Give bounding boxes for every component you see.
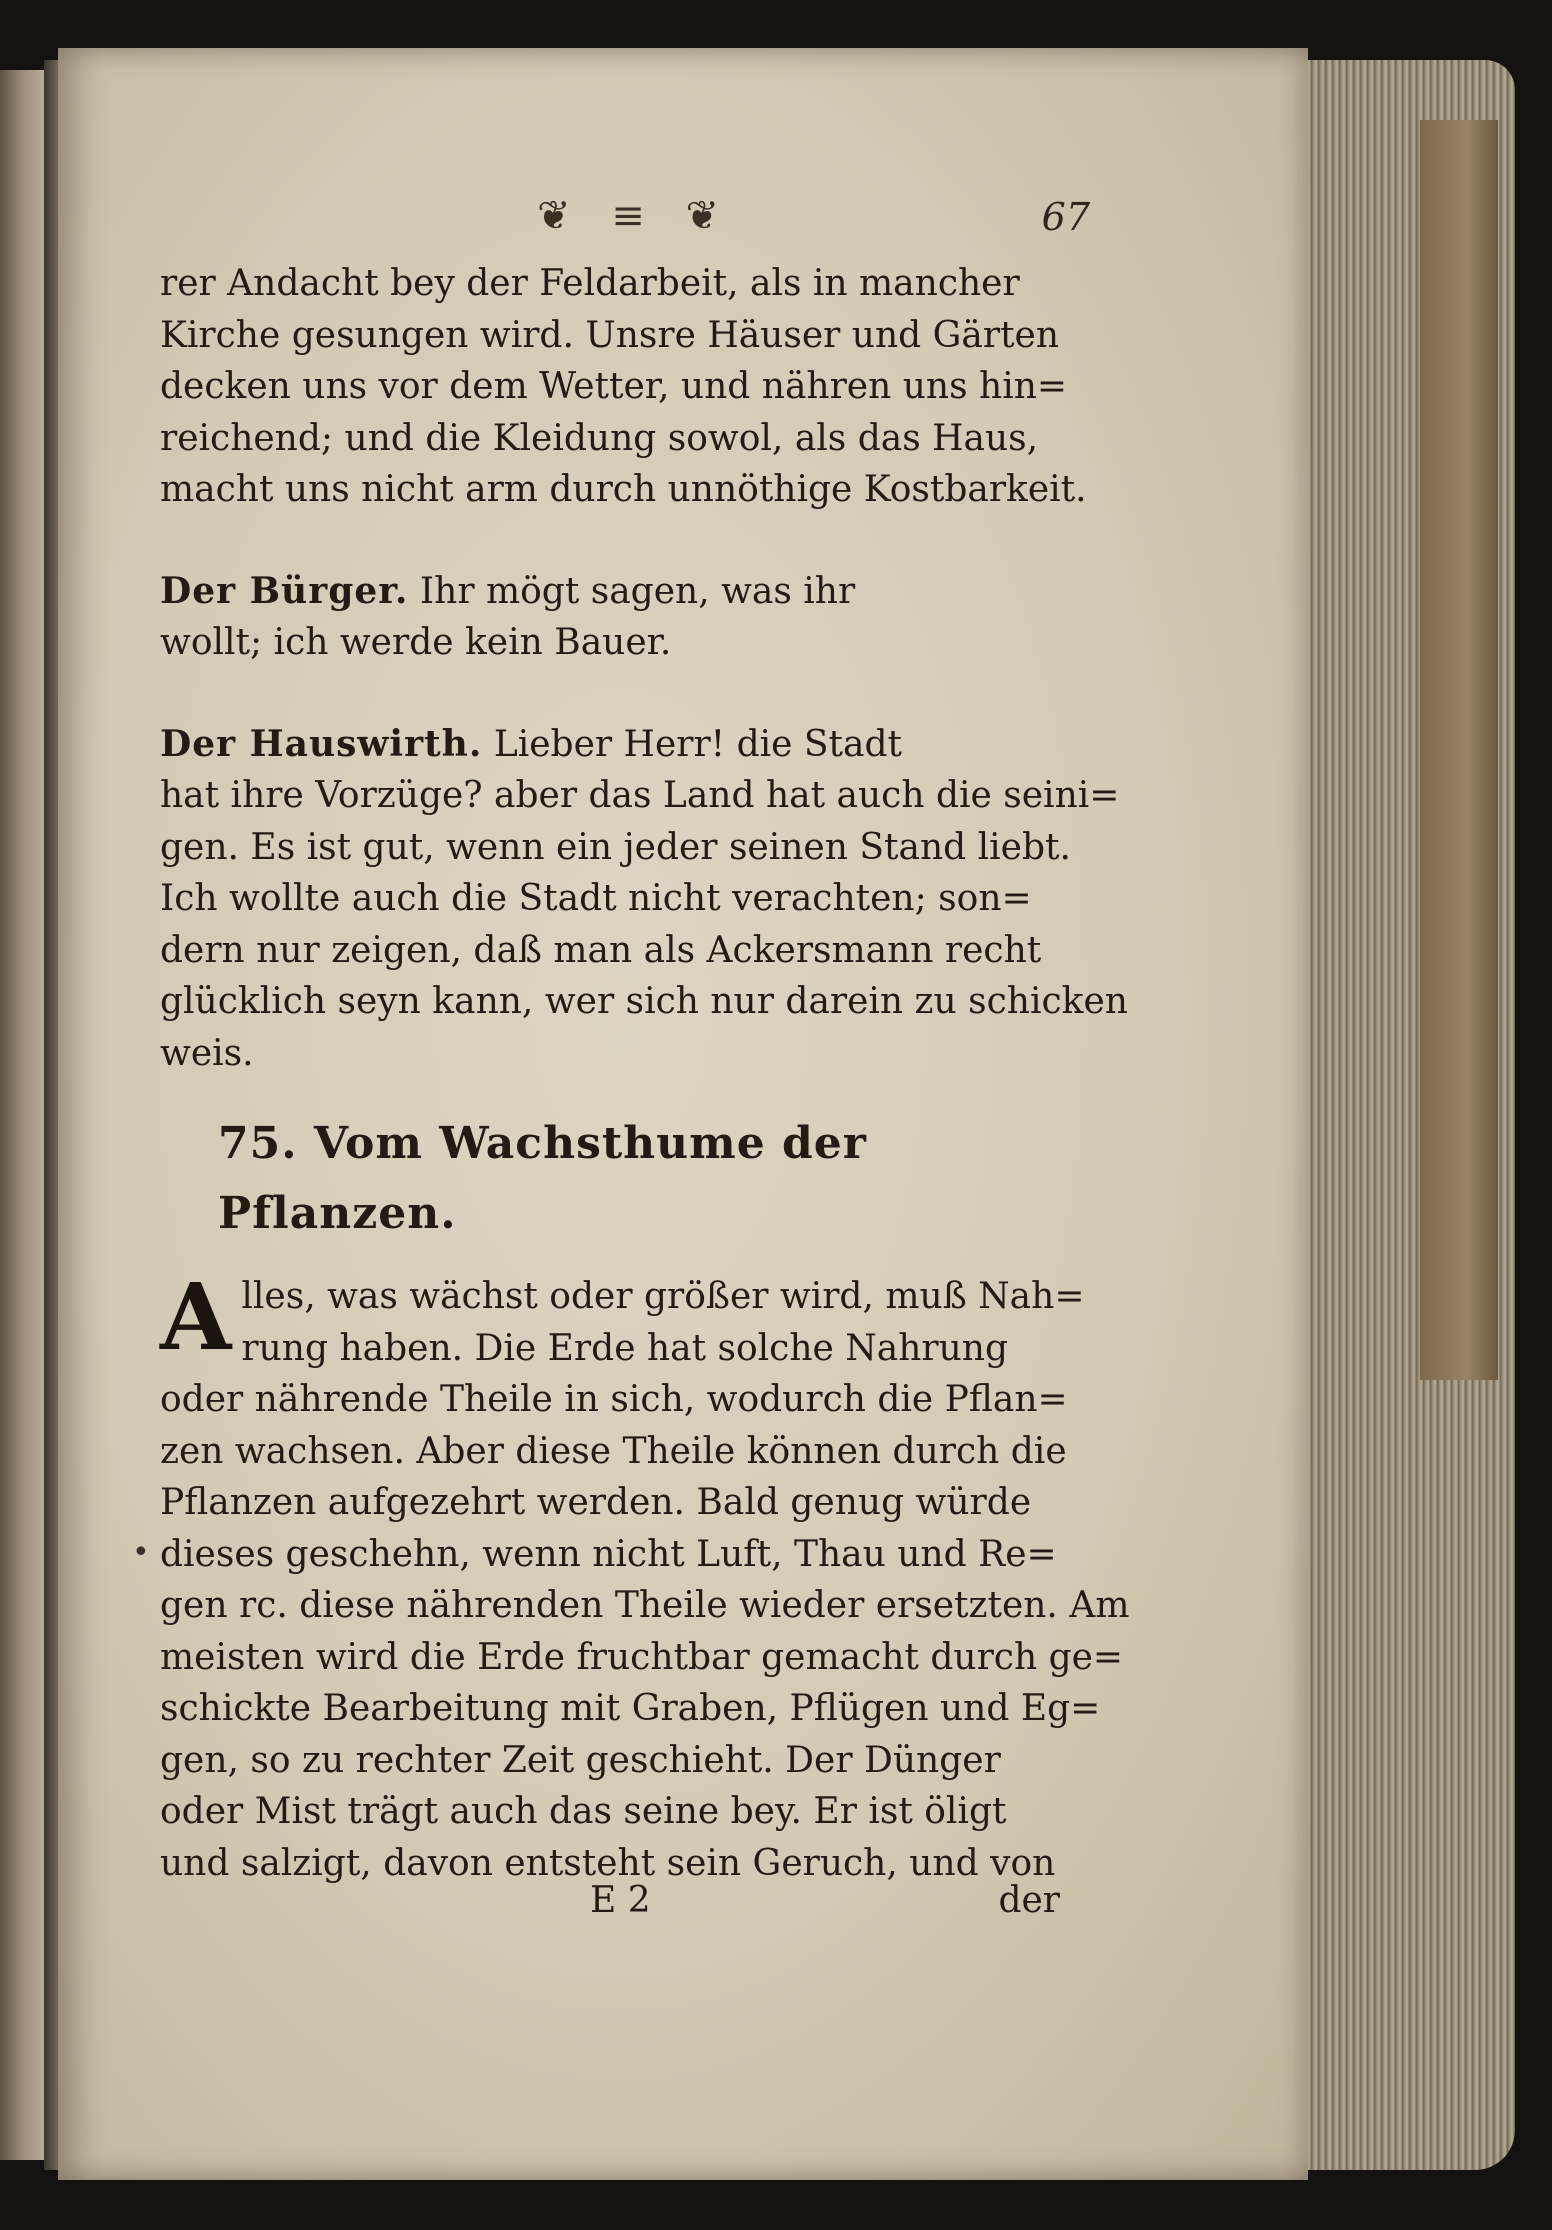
text-line: und salzigt, davon entsteht sein Geruch, und von bbox=[160, 1842, 1056, 1884]
page-header bbox=[160, 185, 1090, 255]
text-line: decken uns vor dem Wetter, und nähren uns hin= bbox=[160, 366, 1068, 407]
cover-edge bbox=[1420, 120, 1498, 1380]
text-line: Pflanzen aufgezehrt werden. Bald genug würde bbox=[160, 1482, 1032, 1523]
text-line: weis. bbox=[160, 1032, 254, 1074]
speaker-name: Der Hauswirth. bbox=[160, 722, 483, 765]
speaker-name: Der Bürger. bbox=[160, 569, 409, 612]
text-line: zen wachsen. Aber diese Theile können durch die bbox=[160, 1430, 1067, 1472]
text-line: hat ihre Vorzüge? aber das Land hat auch die seini= bbox=[160, 775, 1120, 816]
page-number: 67 bbox=[1041, 195, 1090, 239]
text-line: schickte Bearbeitung mit Graben, Pflügen und Eg= bbox=[160, 1688, 1101, 1729]
text-line bbox=[160, 566, 1060, 618]
text-line: Kirche gesungen wird. Unsre Häuser und Gärten bbox=[160, 314, 1060, 356]
text-line: gen rc. diese nährenden Theile wieder ersetzten. Am bbox=[160, 1585, 1130, 1626]
text-line: wollt; ich werde kein Bauer. bbox=[160, 622, 672, 663]
page-footer bbox=[160, 1880, 1060, 1940]
section-heading: 75. Vom Wachsthume der Pflanzen. bbox=[218, 1118, 867, 1239]
text-line: rer Andacht bey der Feldarbeit, als in mancher bbox=[160, 263, 1020, 304]
text-line: meisten wird die Erde fruchtbar gemacht durch ge= bbox=[160, 1636, 1124, 1678]
line-text: Lieber Herr! die Stadt bbox=[482, 723, 902, 765]
text-line: oder nährende Theile in sich, wodurch die Pflan= bbox=[160, 1379, 1068, 1420]
text-line: Ich wollte auch die Stadt nicht verachten; son= bbox=[160, 878, 1032, 919]
paragraph-3 bbox=[160, 719, 1128, 1080]
text-line: reichend; und die Kleidung sowol, als das Haus, bbox=[160, 417, 1039, 459]
text-line bbox=[160, 719, 1060, 771]
text-line: gen, so zu rechter Zeit geschieht. Der Dünger bbox=[160, 1739, 1001, 1781]
margin-mark: • bbox=[132, 1535, 150, 1570]
text-line: lles, was wächst oder größer wird, muß Nah= bbox=[241, 1276, 1085, 1317]
text-line: rung haben. Die Erde hat solche Nahrung bbox=[241, 1327, 1009, 1369]
catchword: der bbox=[998, 1880, 1060, 1921]
text-line: macht uns nicht arm durch unnöthige Kostbarkeit. bbox=[160, 469, 1087, 510]
paragraph-1 bbox=[160, 258, 1087, 516]
text-line: glücklich seyn kann, wer sich nur darein zu schicken bbox=[160, 981, 1128, 1022]
text-line: oder Mist trägt auch das seine bey. Er ist öligt bbox=[160, 1791, 1007, 1832]
text-block bbox=[160, 258, 1130, 1889]
line-text: Ihr mögt sagen, was ihr bbox=[408, 570, 856, 612]
header-ornament: ❦ ≡ ❦ bbox=[537, 193, 733, 239]
signature-mark: E 2 bbox=[590, 1880, 651, 1921]
drop-cap: A bbox=[160, 1263, 232, 1371]
paragraph-2 bbox=[160, 566, 1060, 669]
text-line: gen. Es ist gut, wenn ein jeder seinen Stand liebt. bbox=[160, 826, 1071, 868]
text-line: dieses geschehn, wenn nicht Luft, Thau und Re= bbox=[160, 1533, 1057, 1575]
paragraph-4 bbox=[160, 1263, 1130, 1889]
text-line: dern nur zeigen, daß man als Ackersmann recht bbox=[160, 929, 1042, 971]
